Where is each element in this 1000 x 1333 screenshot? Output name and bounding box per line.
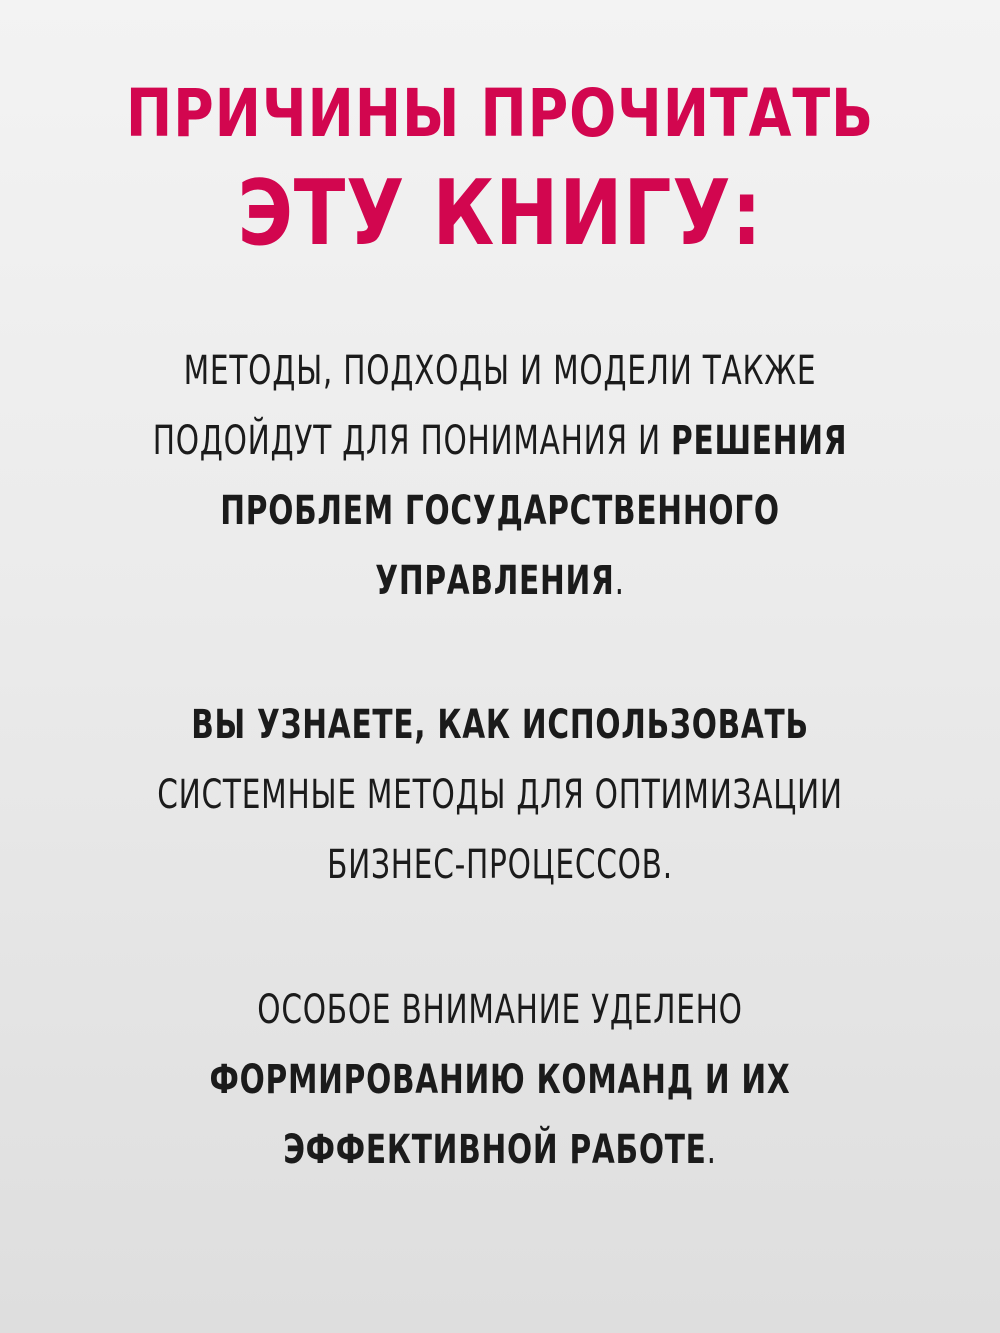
reason-1-line-3	[130, 476, 870, 546]
reason-1-line-3-emphasis: ПРОБЛЕМ ГОСУДАРСТВЕННОГО	[220, 488, 780, 534]
reason-1-line-4-period: .	[614, 558, 625, 604]
page-title	[0, 70, 1000, 270]
reason-1-line-4	[130, 546, 870, 616]
reason-2-line-2: СИСТЕМНЫЕ МЕТОДЫ ДЛЯ ОПТИМИЗАЦИИ	[157, 772, 843, 818]
reason-2-line-1	[130, 690, 870, 760]
reason-3	[0, 975, 1000, 1185]
title-line-1: ПРИЧИНЫ ПРОЧИТАТЬ	[125, 75, 875, 152]
reason-1-line-1: МЕТОДЫ, ПОДХОДЫ И МОДЕЛИ ТАКЖЕ	[183, 348, 817, 394]
reason-1-line-4-emphasis: УПРАВЛЕНИЯ	[375, 558, 615, 604]
reason-2	[0, 690, 1000, 900]
reason-1-line-2-text: ПОДОЙДУТ ДЛЯ ПОНИМАНИЯ И	[152, 418, 672, 464]
reason-3-line-3	[130, 1115, 870, 1185]
reason-3-line-3-emphasis: ЭФФЕКТИВНОЙ РАБОТЕ	[283, 1127, 707, 1173]
reason-3-line-2-emphasis: ФОРМИРОВАНИЮ КОМАНД И ИХ	[209, 1057, 791, 1103]
reason-1	[0, 336, 1000, 616]
reason-1-line-2	[130, 406, 870, 476]
reason-3-line-2	[130, 1045, 870, 1115]
reason-2-line-3: БИЗНЕС-ПРОЦЕССОВ.	[327, 842, 673, 888]
reason-3-line-1: ОСОБОЕ ВНИМАНИЕ УДЕЛЕНО	[257, 987, 743, 1033]
reason-1-line-2-emphasis: РЕШЕНИЯ	[671, 418, 848, 464]
reason-2-line-1-emphasis: ВЫ УЗНАЕТЕ, КАК ИСПОЛЬЗОВАТЬ	[191, 702, 809, 748]
reason-3-line-3-period: .	[706, 1127, 717, 1173]
title-line-2: ЭТУ КНИГУ:	[237, 161, 763, 266]
